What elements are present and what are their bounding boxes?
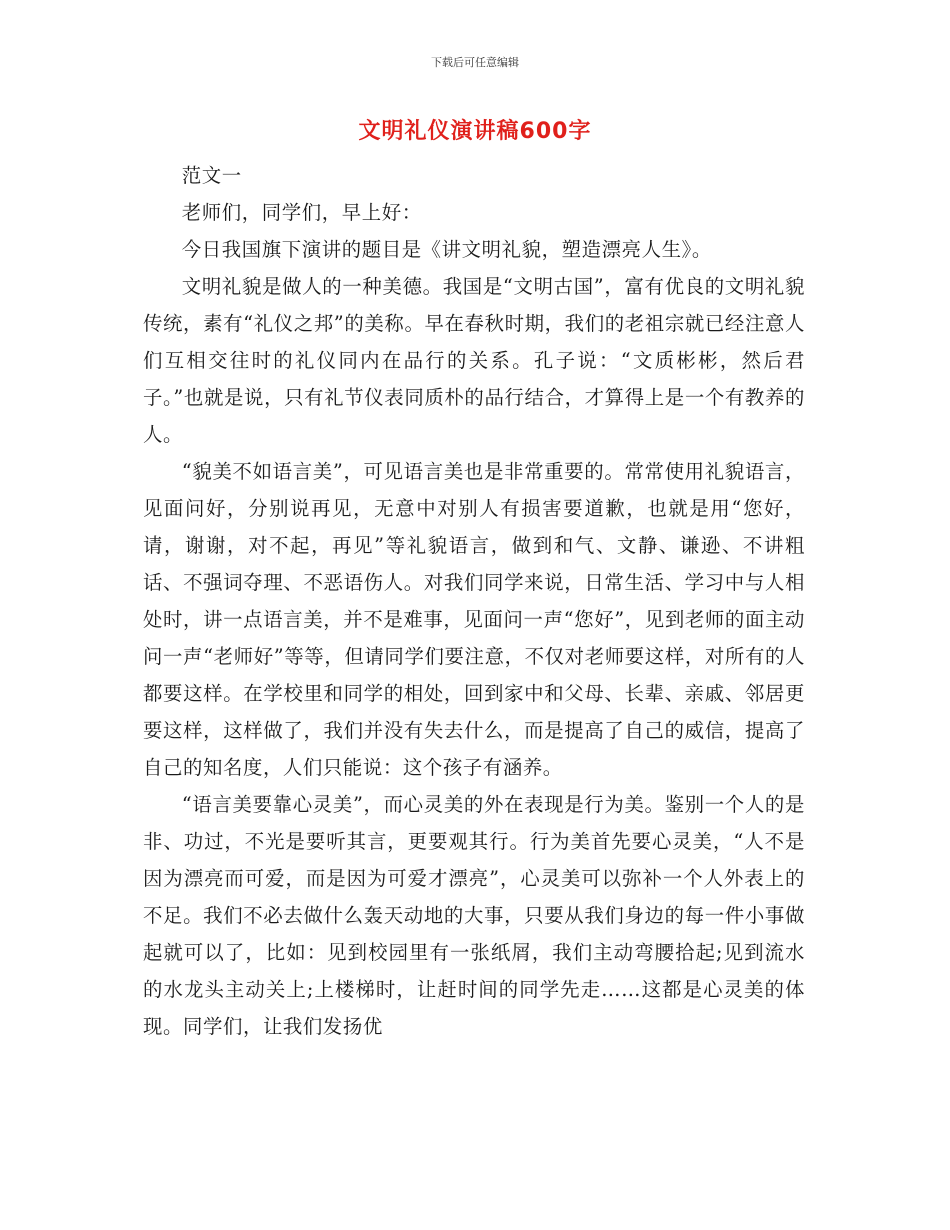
paragraph-greeting: 老师们，同学们，早上好： <box>181 201 422 224</box>
document-title: 文明礼仪演讲稿600字 <box>358 119 592 144</box>
paragraph-topic: 今日我国旗下演讲的题目是《讲文明礼貌，塑造漂亮人生》。 <box>181 238 712 261</box>
paragraph: “语言美要靠心灵美”，而心灵美的外在表现是行为美。鉴别一个人的是非、功过，不光是要听其言，更要观其行。行为美首先要心灵美，“人不是因为漂亮而可爱，而是因为可爱才漂亮”，心灵美可以弥补一个人外表上的不足。我们不必去做什么轰天动地的大事，只要从我们身边的每一件小事做起就可以了，比如：见到校园里有一张纸屑，我们主动弯腰拾起;见到流水的水龙头主动关上;上楼梯时，让赶时间的同学先走……这都是心灵美的体现。同学们，让我们发扬优 <box>143 793 805 1038</box>
paragraph: 文明礼貌是做人的一种美德。我国是“文明古国”，富有优良的文明礼貌传统，素有“礼仪之邦”的美称。早在春秋时期，我们的老祖宗就已经注意人们互相交往时的礼仪同内在品行的关系。孔子说：“文质彬彬，然后君子。”也就是说，只有礼节仪表同质朴的品行结合，才算得上是一个有教养的人。 <box>143 275 805 446</box>
paragraph-label: 范文一 <box>181 164 242 187</box>
paragraph: “貌美不如语言美”，可见语言美也是非常重要的。常常使用礼貌语言，见面问好，分别说再见，无意中对别人有损害要道歉，也就是用“您好，请，谢谢，对不起，再见”等礼貌语言，做到和气、文静、谦逊、不讲粗话、不强词夺理、不恶语伤人。对我们同学来说，日常生活、学习中与人相处时，讲一点语言美，并不是难事，见面问一声“您好”，见到老师的面主动问一声“老师好”等等，但请同学们要注意，不仅对老师要这样，对所有的人都要这样。在学校里和同学的相处，回到家中和父母、长辈、亲戚、邻居更要这样，这样做了，我们并没有失去什么，而是提高了自己的威信，提高了自己的知名度，人们只能说：这个孩子有涵养。 <box>143 460 805 779</box>
document-body <box>143 157 805 1045</box>
header-note: 下载后可任意编辑 <box>431 56 519 69</box>
